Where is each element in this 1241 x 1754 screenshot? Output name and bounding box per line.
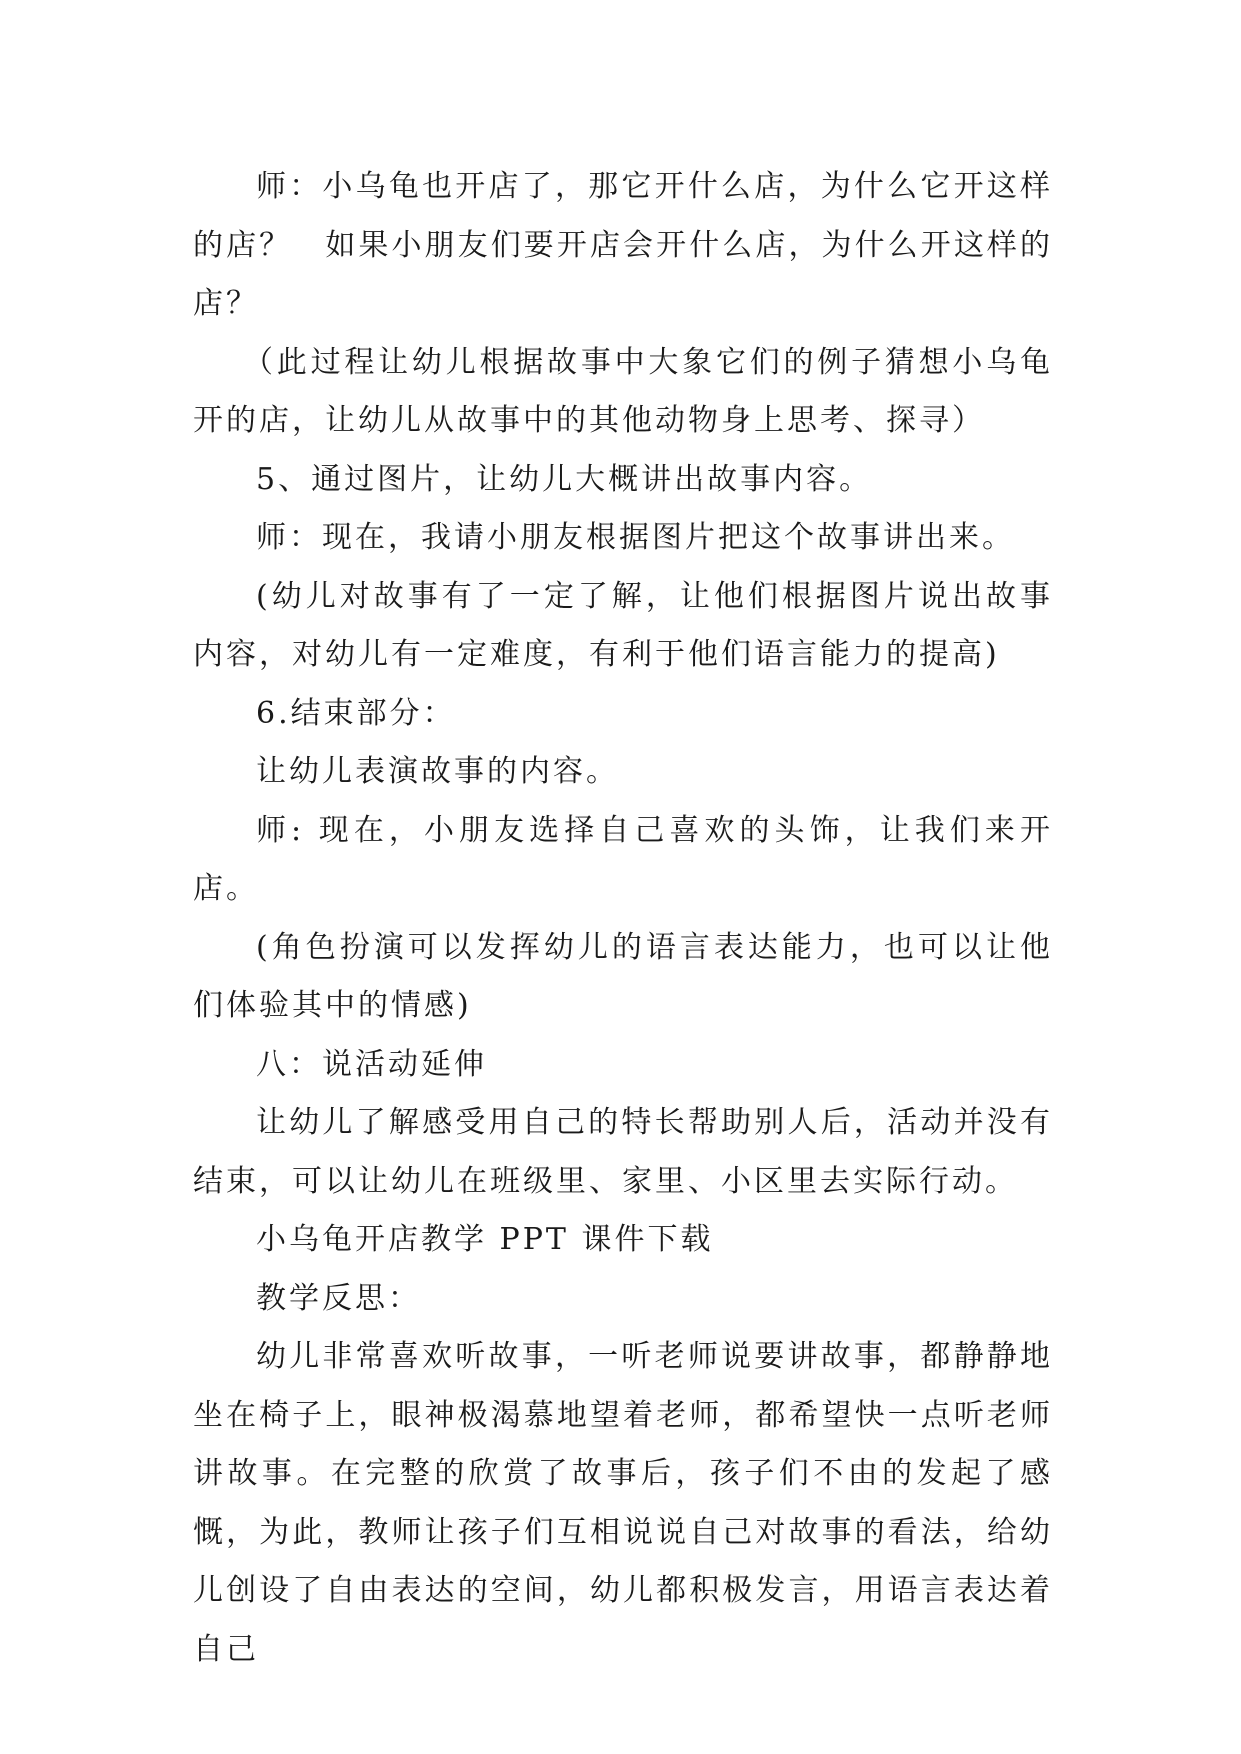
- paragraph-teacher-prompt: 师：现在，我请小朋友根据图片把这个故事讲出来。: [256, 520, 1015, 555]
- paragraph-story-note: (幼儿对故事有了一定了解，让他们根据图片说出故事内容，对幼儿有一定难度，有利于他们语言能力的提高): [193, 578, 1053, 672]
- paragraph-section-8: 八：说活动延伸: [256, 1046, 487, 1082]
- paragraph-roleplay-note: (角色扮演可以发挥幼儿的语言表达能力，也可以让他们体验其中的情感): [193, 929, 1053, 1023]
- paragraph-reflection-body: 幼儿非常喜欢听故事，一听老师说要讲故事，都静静地坐在椅子上，眼神极渴慕地望着老师，都希望快一点听老师讲故事。在完整的欣赏了故事后，孩子们不由的发起了感慨，为此，教师让孩子们互相说说自己对故事的看法，给幼儿创设了自由表达的空间，幼儿都积极发言，用语言表达着自己: [193, 1339, 1053, 1667]
- paragraph-reflection-heading: 教学反思：: [256, 1280, 421, 1316]
- paragraph-teacher-question: 师：小乌龟也开店了，那它开什么店，为什么它开这样的店？ 如果小朋友们要开店会开什么店，为什么开这样的店？: [193, 169, 1053, 321]
- paragraph-step-5: 5、通过图片，让幼儿大概讲出故事内容。: [256, 461, 873, 497]
- paragraph-extension: 让幼儿了解感受用自己的特长帮助别人后，活动并没有结束，可以让幼儿在班级里、家里、小区里去实际行动。: [193, 1105, 1053, 1199]
- paragraph-process-note: （此过程让幼儿根据故事中大象它们的例子猜想小乌龟开的店，让幼儿从故事中的其他动物身上思考、探寻）: [193, 344, 1053, 438]
- paragraph-teacher-shop: 师: 现在，小朋友选择自己喜欢的头饰，让我们来开店。: [193, 812, 1053, 906]
- paragraph-step-6: 6.结束部分：: [256, 695, 456, 731]
- paragraph-ppt-download: 小乌龟开店教学 PPT 课件下载: [256, 1222, 714, 1257]
- document-body: [193, 158, 1053, 1679]
- paragraph-perform: 让幼儿表演故事的内容。: [256, 754, 619, 789]
